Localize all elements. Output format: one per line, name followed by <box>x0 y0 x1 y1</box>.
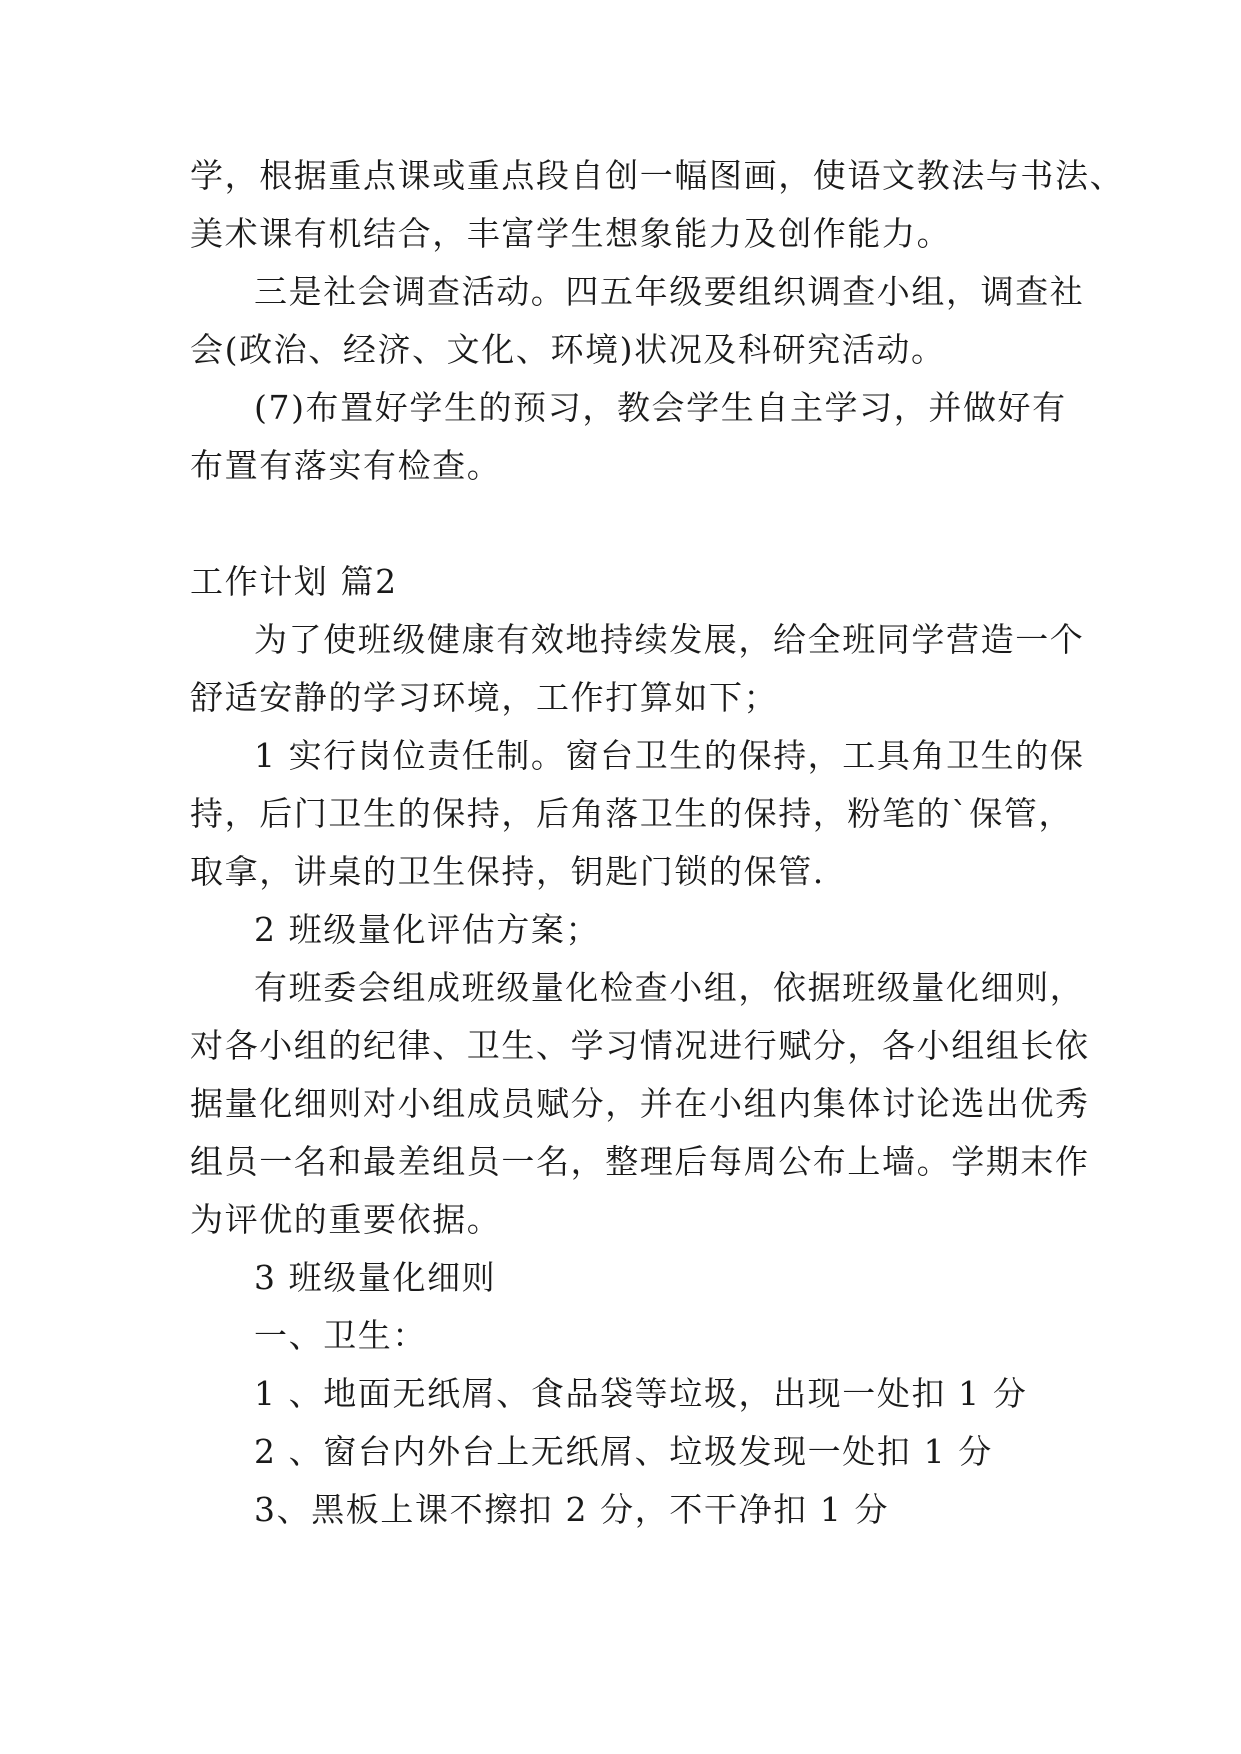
body-text-line: 2 班级量化评估方案； <box>254 910 601 949</box>
body-text-line: 1 实行岗位责任制。窗台卫生的保持，工具角卫生的保 <box>254 736 1085 775</box>
body-text-line: 取拿，讲桌的卫生保持，钥匙门锁的保管. <box>190 852 825 891</box>
section-heading: 工作计划 篇2 <box>190 562 398 601</box>
body-text-line: 会(政治、经济、文化、环境)状况及科研究活动。 <box>190 330 946 369</box>
body-text-line: 布置有落实有检查。 <box>190 446 502 485</box>
body-text-line: 三是社会调查活动。四五年级要组织调查小组，调查社 <box>254 272 1085 311</box>
body-text-line: 3、黑板上课不擦扣 2 分，不干净扣 1 分 <box>254 1490 890 1529</box>
body-text-line: 据量化细则对小组成员赋分，并在小组内集体讨论选出优秀 <box>190 1084 1090 1123</box>
body-text-line: 对各小组的纪律、卫生、学习情况进行赋分，各小组组长依 <box>190 1026 1090 1065</box>
body-text-line: 舒适安静的学习环境，工作打算如下； <box>190 678 779 717</box>
body-text-line: 有班委会组成班级量化检查小组，依据班级量化细则， <box>254 968 1085 1007</box>
body-text-line: 组员一名和最差组员一名，整理后每周公布上墙。学期末作 <box>190 1142 1090 1181</box>
body-text-line: 3 班级量化细则 <box>254 1258 497 1297</box>
body-text-line: 美术课有机结合，丰富学生想象能力及创作能力。 <box>190 214 952 253</box>
body-text-line: 一、卫生： <box>254 1316 427 1355</box>
body-text-line: 2 、窗台内外台上无纸屑、垃圾发现一处扣 1 分 <box>254 1432 993 1471</box>
body-text-line: 为了使班级健康有效地持续发展，给全班同学营造一个 <box>254 620 1085 659</box>
body-text-line: 为评优的重要依据。 <box>190 1200 502 1239</box>
body-text-line: 1 、地面无纸屑、食品袋等垃圾，出现一处扣 1 分 <box>254 1374 1028 1413</box>
body-text-line: 学，根据重点课或重点段自创一幅图画，使语文教法与书法、 <box>190 156 1125 195</box>
body-text-line: (7)布置好学生的预习，教会学生自主学习，并做好有 <box>254 388 1067 427</box>
body-text-line: 持，后门卫生的保持，后角落卫生的保持，粉笔的`保管， <box>190 794 1074 833</box>
